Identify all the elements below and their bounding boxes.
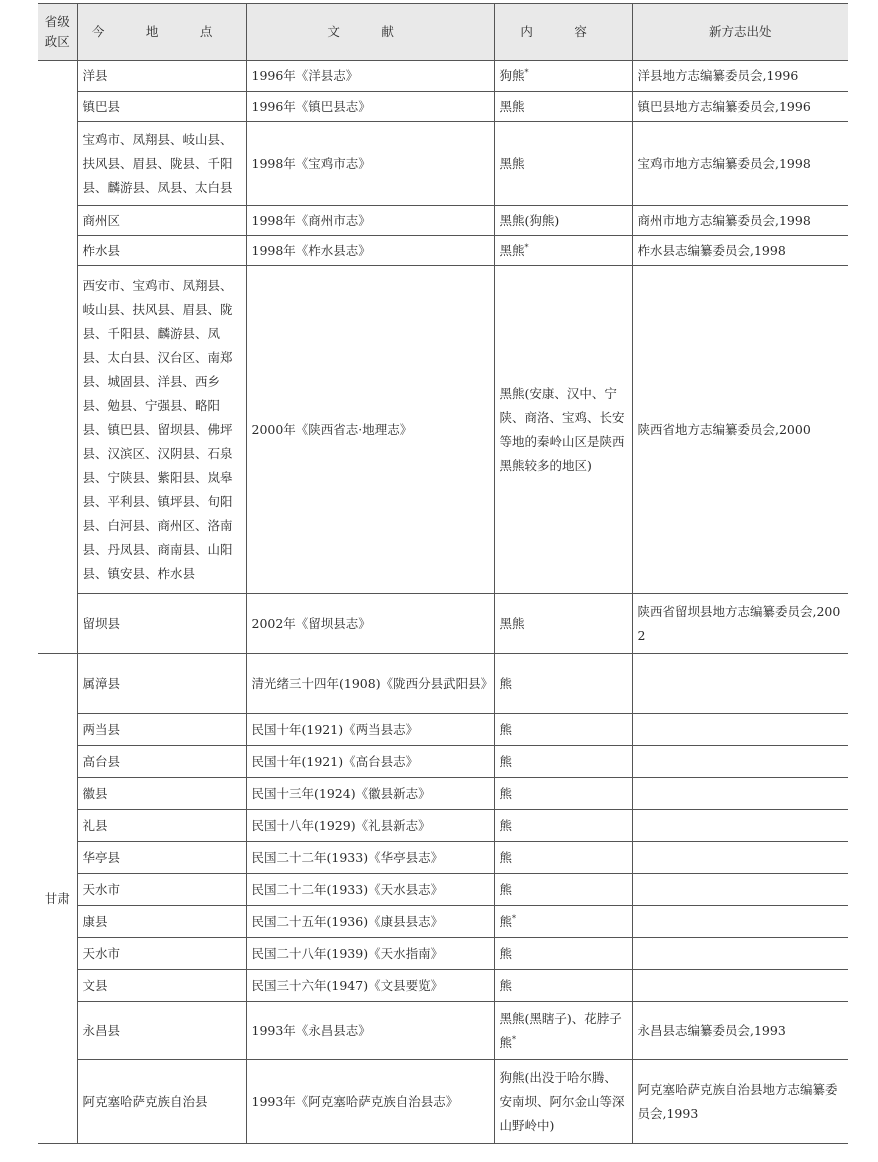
source-cell-text: 陕西省地方志编纂委员会,2000 bbox=[637, 421, 811, 437]
document-cell-text: 民国十八年(1929)《礼县新志》 bbox=[251, 817, 431, 833]
place-cell bbox=[77, 206, 246, 236]
table-row bbox=[38, 746, 848, 778]
table-row bbox=[38, 842, 848, 874]
table-row bbox=[38, 61, 848, 92]
content-cell bbox=[494, 810, 632, 842]
document-cell bbox=[246, 122, 494, 206]
bear-records-table bbox=[38, 3, 848, 1144]
place-cell-text: 礼县 bbox=[82, 817, 108, 833]
document-cell bbox=[246, 1002, 494, 1060]
header-province: 省级政区 bbox=[38, 4, 77, 61]
content-cell bbox=[494, 714, 632, 746]
place-cell-text: 两当县 bbox=[82, 721, 121, 737]
document-cell-text: 民国十三年(1924)《徽县新志》 bbox=[251, 785, 431, 801]
content-cell-text: 熊 bbox=[499, 913, 513, 929]
content-cell bbox=[494, 1060, 632, 1144]
source-cell bbox=[632, 594, 848, 654]
document-cell bbox=[246, 61, 494, 92]
source-cell bbox=[632, 1002, 848, 1060]
table-row bbox=[38, 92, 848, 122]
table-row bbox=[38, 1002, 848, 1060]
source-cell-text: 阿克塞哈萨克族自治县地方志编纂委员会,1993 bbox=[637, 1081, 838, 1121]
content-cell-text: 熊 bbox=[499, 881, 513, 897]
document-cell-text: 民国三十六年(1947)《文县要览》 bbox=[251, 977, 444, 993]
source-cell bbox=[632, 61, 848, 92]
document-cell bbox=[246, 778, 494, 810]
place-cell bbox=[77, 1060, 246, 1144]
place-cell-text: 文县 bbox=[82, 977, 108, 993]
source-cell-text: 商州市地方志编纂委员会,1998 bbox=[637, 212, 811, 228]
content-cell-text: 狗熊(出没于哈尔腾、安南坝、阿尔金山等深山野岭中) bbox=[499, 1069, 625, 1133]
source-cell bbox=[632, 92, 848, 122]
table-row bbox=[38, 266, 848, 594]
source-cell-text: 柞水县志编纂委员会,1998 bbox=[637, 242, 786, 258]
source-cell-text: 陕西省留坝县地方志编纂委员会,2002 bbox=[637, 603, 841, 643]
document-cell-text: 民国二十二年(1933)《华亭县志》 bbox=[251, 849, 444, 865]
table-row bbox=[38, 970, 848, 1002]
place-cell bbox=[77, 810, 246, 842]
source-cell-text: 永昌县志编纂委员会,1993 bbox=[637, 1022, 786, 1038]
place-cell-text: 天水市 bbox=[82, 881, 121, 897]
source-cell bbox=[632, 810, 848, 842]
document-cell bbox=[246, 594, 494, 654]
content-cell-text: 熊 bbox=[499, 785, 513, 801]
source-cell bbox=[632, 778, 848, 810]
content-cell bbox=[494, 92, 632, 122]
table-row bbox=[38, 874, 848, 906]
document-cell-text: 2000年《陕西省志·地理志》 bbox=[251, 421, 413, 437]
document-cell bbox=[246, 1060, 494, 1144]
place-cell-text: 镇巴县 bbox=[82, 98, 121, 114]
table-row bbox=[38, 938, 848, 970]
source-cell-text: 洋县地方志编纂委员会,1996 bbox=[637, 68, 799, 83]
place-cell bbox=[77, 874, 246, 906]
table-row bbox=[38, 654, 848, 714]
place-cell bbox=[77, 594, 246, 654]
place-cell-text: 永昌县 bbox=[82, 1022, 121, 1038]
source-cell-text: 镇巴县地方志编纂委员会,1996 bbox=[637, 98, 811, 114]
document-cell-text: 2002年《留坝县志》 bbox=[251, 615, 371, 631]
document-cell-text: 1998年《宝鸡市志》 bbox=[251, 155, 371, 171]
content-cell bbox=[494, 122, 632, 206]
place-cell-text: 商州区 bbox=[82, 212, 121, 228]
document-cell-text: 民国二十二年(1933)《天水县志》 bbox=[251, 881, 444, 897]
place-cell bbox=[77, 236, 246, 266]
header-place: 今 地 点 bbox=[77, 4, 246, 61]
content-cell bbox=[494, 874, 632, 906]
content-cell bbox=[494, 970, 632, 1002]
place-cell bbox=[77, 654, 246, 714]
document-cell-text: 民国十年(1921)《两当县志》 bbox=[251, 721, 419, 737]
place-cell-text: 宝鸡市、凤翔县、岐山县、扶风县、眉县、陇县、千阳县、麟游县、凤县、太白县 bbox=[82, 131, 233, 195]
content-cell-text: 黑熊 bbox=[499, 242, 525, 258]
content-cell bbox=[494, 906, 632, 938]
document-cell-text: 民国二十五年(1936)《康县县志》 bbox=[251, 913, 444, 929]
place-cell-text: 高台县 bbox=[82, 753, 121, 769]
content-cell bbox=[494, 938, 632, 970]
content-cell-text: 熊 bbox=[499, 849, 513, 865]
document-cell-text: 清光绪三十四年(1908)《陇西分县武阳县》 bbox=[251, 675, 494, 691]
footnote-mark: * bbox=[512, 1034, 517, 1044]
document-cell bbox=[246, 236, 494, 266]
table-row bbox=[38, 236, 848, 266]
source-cell bbox=[632, 970, 848, 1002]
content-cell-text: 狗熊 bbox=[499, 68, 525, 83]
table-row bbox=[38, 810, 848, 842]
place-cell-text: 柞水县 bbox=[82, 242, 121, 258]
place-cell-text: 康县 bbox=[82, 913, 108, 929]
content-cell-text: 黑熊 bbox=[499, 615, 525, 631]
content-cell-text: 熊 bbox=[499, 945, 513, 961]
document-cell-text: 1996年《镇巴县志》 bbox=[251, 98, 371, 114]
content-cell-text: 熊 bbox=[499, 817, 513, 833]
content-cell bbox=[494, 746, 632, 778]
content-cell-text: 熊 bbox=[499, 675, 513, 691]
source-cell bbox=[632, 714, 848, 746]
source-cell bbox=[632, 938, 848, 970]
header-source: 新方志出处 bbox=[632, 4, 848, 61]
document-cell-text: 1998年《商州市志》 bbox=[251, 212, 371, 228]
place-cell-text: 徽县 bbox=[82, 785, 108, 801]
document-cell bbox=[246, 906, 494, 938]
place-cell bbox=[77, 746, 246, 778]
content-cell-text: 黑熊(黑瞎子)、花脖子熊 bbox=[499, 1010, 622, 1050]
document-cell bbox=[246, 810, 494, 842]
place-cell-text: 属漳县 bbox=[82, 675, 121, 691]
source-cell bbox=[632, 746, 848, 778]
footnote-mark: * bbox=[524, 67, 529, 77]
province-cell bbox=[38, 61, 77, 654]
place-cell bbox=[77, 92, 246, 122]
content-cell-text: 熊 bbox=[499, 977, 513, 993]
table-row bbox=[38, 1060, 848, 1144]
document-cell bbox=[246, 206, 494, 236]
document-cell-text: 民国二十八年(1939)《天水指南》 bbox=[251, 945, 444, 961]
header-row bbox=[38, 4, 848, 61]
table-row bbox=[38, 206, 848, 236]
place-cell bbox=[77, 938, 246, 970]
table-row bbox=[38, 906, 848, 938]
document-cell-text: 1993年《阿克塞哈萨克族自治县志》 bbox=[251, 1093, 459, 1109]
province-cell: 甘肃 bbox=[38, 654, 77, 1144]
source-cell bbox=[632, 122, 848, 206]
place-cell bbox=[77, 266, 246, 594]
source-cell bbox=[632, 842, 848, 874]
footnote-mark: * bbox=[524, 242, 529, 252]
content-cell bbox=[494, 778, 632, 810]
content-cell-text: 黑熊 bbox=[499, 98, 525, 114]
content-cell-text: 黑熊 bbox=[499, 155, 525, 171]
content-cell bbox=[494, 236, 632, 266]
document-cell bbox=[246, 746, 494, 778]
document-cell-text: 民国十年(1921)《高台县志》 bbox=[251, 753, 419, 769]
document-cell bbox=[246, 842, 494, 874]
place-cell-text: 华亭县 bbox=[82, 849, 121, 865]
place-cell-text: 天水市 bbox=[82, 945, 121, 961]
content-cell bbox=[494, 266, 632, 594]
header-content: 内 容 bbox=[494, 4, 632, 61]
document-cell bbox=[246, 970, 494, 1002]
place-cell bbox=[77, 842, 246, 874]
content-cell-text: 黑熊(安康、汉中、宁陕、商洛、宝鸡、长安等地的秦岭山区是陕西黑熊较多的地区) bbox=[499, 385, 625, 473]
document-cell-text: 1998年《柞水县志》 bbox=[251, 242, 371, 258]
content-cell bbox=[494, 61, 632, 92]
document-cell bbox=[246, 938, 494, 970]
place-cell bbox=[77, 1002, 246, 1060]
place-cell bbox=[77, 778, 246, 810]
content-cell bbox=[494, 842, 632, 874]
document-cell bbox=[246, 874, 494, 906]
table-row bbox=[38, 594, 848, 654]
place-cell-text: 洋县 bbox=[82, 68, 108, 83]
document-cell-text: 1996年《洋县志》 bbox=[251, 68, 359, 83]
table-row bbox=[38, 714, 848, 746]
source-cell bbox=[632, 1060, 848, 1144]
document-cell bbox=[246, 92, 494, 122]
document-cell-text: 1993年《永昌县志》 bbox=[251, 1022, 371, 1038]
place-cell bbox=[77, 906, 246, 938]
document-cell bbox=[246, 266, 494, 594]
table-row bbox=[38, 122, 848, 206]
place-cell-text: 留坝县 bbox=[82, 615, 121, 631]
source-cell bbox=[632, 654, 848, 714]
content-cell-text: 熊 bbox=[499, 753, 513, 769]
place-cell bbox=[77, 61, 246, 92]
source-cell bbox=[632, 236, 848, 266]
source-cell bbox=[632, 874, 848, 906]
content-cell bbox=[494, 1002, 632, 1060]
source-cell bbox=[632, 266, 848, 594]
content-cell bbox=[494, 206, 632, 236]
table-body bbox=[38, 61, 848, 1144]
footnote-mark: * bbox=[512, 913, 517, 923]
content-cell-text: 黑熊(狗熊) bbox=[499, 212, 560, 228]
content-cell bbox=[494, 654, 632, 714]
table-row bbox=[38, 778, 848, 810]
content-cell-text: 熊 bbox=[499, 721, 513, 737]
content-cell bbox=[494, 594, 632, 654]
document-cell bbox=[246, 714, 494, 746]
document-cell bbox=[246, 654, 494, 714]
place-cell-text: 西安市、宝鸡市、凤翔县、岐山县、扶风县、眉县、陇县、千阳县、麟游县、凤县、太白县、汉台区、南郑县、城固县、洋县、西乡县、勉县、宁强县、略阳县、镇巴县、留坝县、佛坪县、汉滨区、汉阴县、石泉县、宁陕县、紫阳县、岚皋县、平利县、镇坪县、旬阳县、白河县、商州区、洛南县、丹凤县、商南县、山阳县、镇安县、柞水县 bbox=[82, 277, 233, 581]
source-cell-text: 宝鸡市地方志编纂委员会,1998 bbox=[637, 155, 811, 171]
header-document: 文 献 bbox=[246, 4, 494, 61]
place-cell bbox=[77, 970, 246, 1002]
source-cell bbox=[632, 906, 848, 938]
place-cell bbox=[77, 714, 246, 746]
place-cell bbox=[77, 122, 246, 206]
place-cell-text: 阿克塞哈萨克族自治县 bbox=[82, 1093, 208, 1109]
source-cell bbox=[632, 206, 848, 236]
